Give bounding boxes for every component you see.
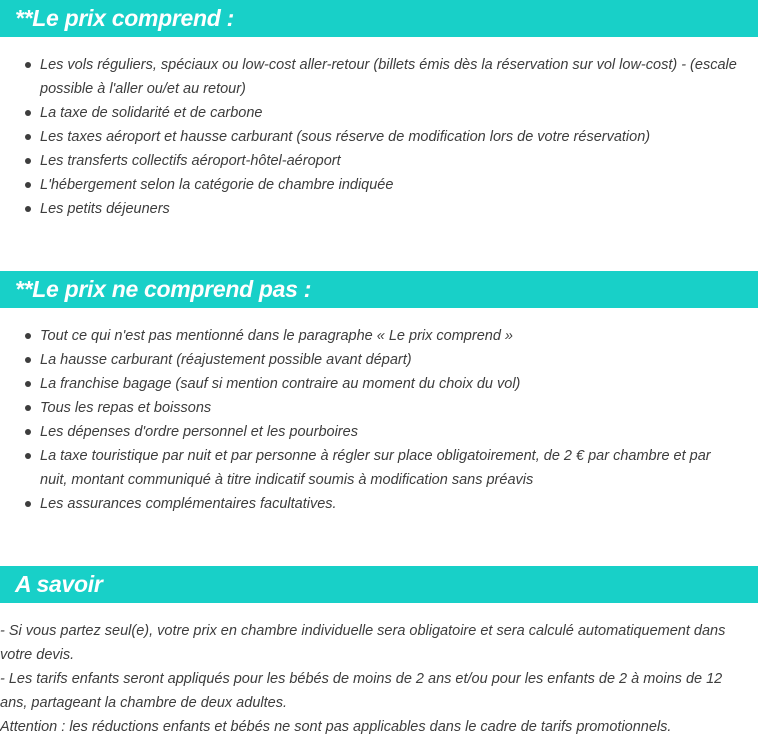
section-header-included (0, 0, 758, 37)
list-item-text: La franchise bagage (sauf si mention contraire au moment du choix du vol) (40, 376, 521, 392)
list-item (0, 53, 758, 101)
list-item-text: Les transferts collectifs aéroport-hôtel-aéroport (40, 153, 341, 169)
list-item (0, 173, 758, 197)
bullet-icon (25, 182, 31, 188)
bullet-icon (25, 357, 31, 363)
section-title-not-included: **Le prix ne comprend pas : (15, 276, 312, 302)
list-item-text: La taxe touristique par nuit et par personne à régler sur place obligatoirement, de 2 € par chambre et par nuit, montant communiqué à titre indicatif soumis à modification sans préavis (40, 448, 711, 488)
list-item (0, 372, 758, 396)
bullet-icon (25, 453, 31, 459)
list-item (0, 420, 758, 444)
list-item-text: Tout ce qui n'est pas mentionné dans le paragraphe « Le prix comprend » (40, 328, 513, 344)
bullet-icon (25, 206, 31, 212)
list-item-text: Les assurances complémentaires facultatives. (40, 496, 337, 512)
list-item (0, 396, 758, 420)
list-item (0, 444, 758, 492)
note-paragraph: - Si vous partez seul(e), votre prix en chambre individuelle sera obligatoire et sera calculé automatiquement dans votre devis. (0, 623, 726, 663)
included-list (0, 53, 758, 221)
section-header-good-to-know (0, 566, 758, 603)
list-item-text: Les petits déjeuners (40, 201, 170, 217)
list-item-text: La taxe de solidarité et de carbone (40, 105, 263, 121)
section-header-not-included (0, 271, 758, 308)
list-item-text: Tous les repas et boissons (40, 400, 212, 416)
bullet-icon (25, 405, 31, 411)
bullet-icon (25, 429, 31, 435)
list-item-text: L'hébergement selon la catégorie de chambre indiquée (40, 177, 394, 193)
list-item (0, 125, 758, 149)
list-item (0, 101, 758, 125)
bullet-icon (25, 134, 31, 140)
list-item-text: Les vols réguliers, spéciaux ou low-cost aller-retour (billets émis dès la réservation sur vol low-cost) - (escale possible à l'aller ou/et au retour) (40, 57, 737, 97)
list-item (0, 149, 758, 173)
list-item-text: Les dépenses d'ordre personnel et les pourboires (40, 424, 358, 440)
note-paragraph: - Les tarifs enfants seront appliqués pour les bébés de moins de 2 ans et/ou pour les enfants de 2 à moins de 12 ans, partageant la chambre de deux adultes. (0, 671, 723, 711)
not-included-list (0, 324, 758, 516)
note-paragraph: Attention : les réductions enfants et bébés ne sont pas applicables dans le cadre de tarifs promotionnels. (0, 719, 672, 735)
bullet-icon (25, 62, 31, 68)
section-title-included: **Le prix comprend : (15, 5, 234, 31)
list-item (0, 492, 758, 516)
bullet-icon (25, 381, 31, 387)
section-title-good-to-know: A savoir (15, 571, 103, 597)
list-item (0, 348, 758, 372)
good-to-know-notes (0, 619, 752, 739)
list-item-text: Les taxes aéroport et hausse carburant (sous réserve de modification lors de votre réservation) (40, 129, 651, 145)
bullet-icon (25, 333, 31, 339)
list-item-text: La hausse carburant (réajustement possible avant départ) (40, 352, 412, 368)
bullet-icon (25, 501, 31, 507)
bullet-icon (25, 158, 31, 164)
list-item (0, 324, 758, 348)
bullet-icon (25, 110, 31, 116)
list-item (0, 197, 758, 221)
